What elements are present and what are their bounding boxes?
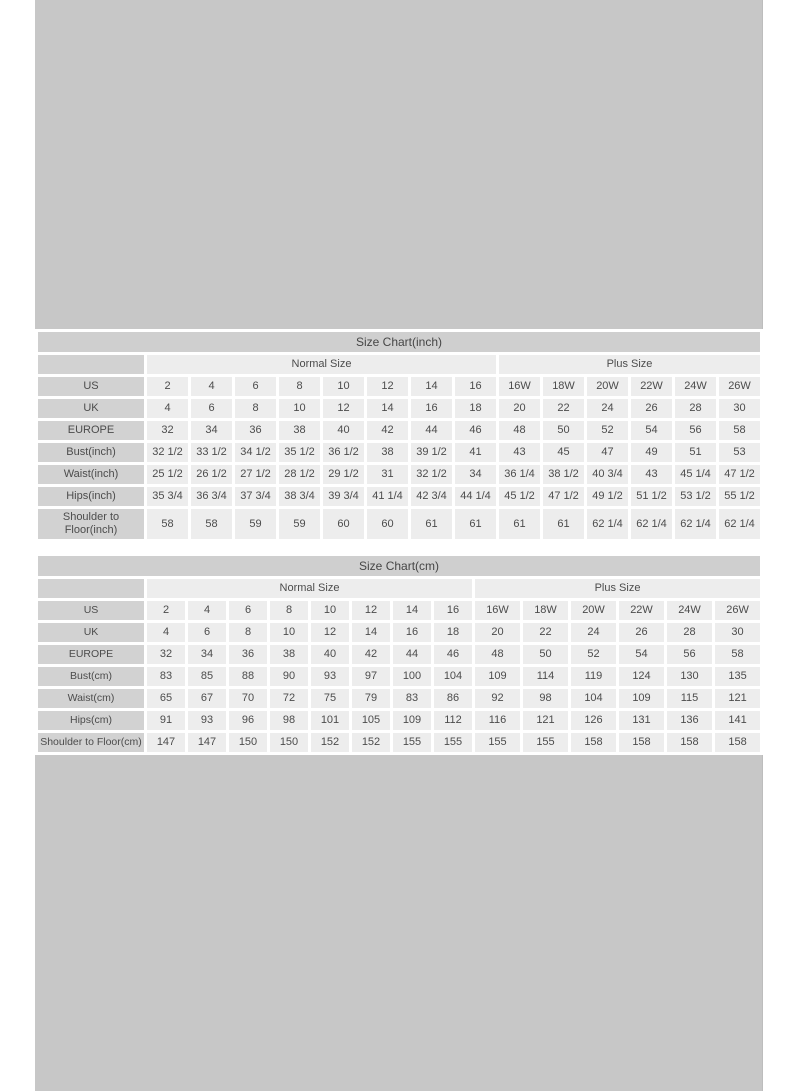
size-value-cell: 12: [323, 399, 364, 418]
size-value-cell: 124: [619, 667, 664, 686]
table-row: [38, 689, 760, 708]
size-value-cell: 58: [191, 509, 232, 539]
size-value-cell: 93: [188, 711, 226, 730]
size-value-cell: 92: [475, 689, 520, 708]
size-value-cell: 158: [571, 733, 616, 752]
size-value-cell: 131: [619, 711, 664, 730]
size-value-cell: 40: [323, 421, 364, 440]
size-value-cell: 147: [147, 733, 185, 752]
size-value-cell: 105: [352, 711, 390, 730]
size-value-cell: 126: [571, 711, 616, 730]
size-value-cell: 29 1/2: [323, 465, 364, 484]
size-value-cell: 47: [587, 443, 628, 462]
size-value-cell: 115: [667, 689, 712, 708]
size-value-cell: 32: [147, 645, 185, 664]
size-value-cell: 31: [367, 465, 408, 484]
size-value-cell: 56: [667, 645, 712, 664]
column-group-label: Plus Size: [499, 355, 760, 374]
size-value-cell: 75: [311, 689, 349, 708]
size-value-cell: 61: [455, 509, 496, 539]
size-value-cell: 54: [619, 645, 664, 664]
table-row: [38, 733, 760, 752]
size-value-cell: 20: [499, 399, 540, 418]
size-value-cell: 155: [434, 733, 472, 752]
size-value-cell: 14: [352, 623, 390, 642]
row-label: EUROPE: [38, 421, 144, 440]
size-value-cell: 58: [719, 421, 760, 440]
size-value-cell: 109: [619, 689, 664, 708]
size-value-cell: 158: [619, 733, 664, 752]
size-value-cell: 83: [147, 667, 185, 686]
size-value-cell: 10: [270, 623, 308, 642]
size-value-cell: 34: [191, 421, 232, 440]
size-value-cell: 16: [434, 601, 472, 620]
size-chart-table: [35, 329, 763, 542]
size-value-cell: 18W: [543, 377, 584, 396]
size-value-cell: 34 1/2: [235, 443, 276, 462]
size-value-cell: 104: [571, 689, 616, 708]
size-value-cell: 45: [543, 443, 584, 462]
size-value-cell: 38 3/4: [279, 487, 320, 506]
size-value-cell: 135: [715, 667, 760, 686]
size-value-cell: 4: [147, 623, 185, 642]
size-value-cell: 50: [543, 421, 584, 440]
table-title-row: [38, 332, 760, 352]
size-value-cell: 6: [188, 623, 226, 642]
size-value-cell: 16: [411, 399, 452, 418]
table-row: [38, 667, 760, 686]
size-value-cell: 22: [523, 623, 568, 642]
table-row: [38, 623, 760, 642]
size-value-cell: 10: [279, 399, 320, 418]
size-value-cell: 47 1/2: [543, 487, 584, 506]
size-value-cell: 79: [352, 689, 390, 708]
size-value-cell: 12: [311, 623, 349, 642]
size-value-cell: 43: [631, 465, 672, 484]
size-value-cell: 40: [311, 645, 349, 664]
size-value-cell: 12: [352, 601, 390, 620]
table-title-row: [38, 556, 760, 576]
size-value-cell: 48: [499, 421, 540, 440]
size-value-cell: 90: [270, 667, 308, 686]
table-row: [38, 487, 760, 506]
size-value-cell: 97: [352, 667, 390, 686]
row-label: US: [38, 377, 144, 396]
size-value-cell: 38: [270, 645, 308, 664]
size-value-cell: 101: [311, 711, 349, 730]
size-value-cell: 24W: [667, 601, 712, 620]
size-value-cell: 8: [229, 623, 267, 642]
size-value-cell: 46: [455, 421, 496, 440]
column-group-row: [38, 579, 760, 598]
size-value-cell: 155: [523, 733, 568, 752]
size-value-cell: 91: [147, 711, 185, 730]
size-value-cell: 86: [434, 689, 472, 708]
size-value-cell: 59: [279, 509, 320, 539]
size-value-cell: 155: [475, 733, 520, 752]
size-value-cell: 60: [367, 509, 408, 539]
size-value-cell: 104: [434, 667, 472, 686]
size-value-cell: 24: [587, 399, 628, 418]
table-row: [38, 377, 760, 396]
size-value-cell: 41 1/4: [367, 487, 408, 506]
size-value-cell: 41: [455, 443, 496, 462]
size-value-cell: 16: [393, 623, 431, 642]
size-value-cell: 4: [191, 377, 232, 396]
size-value-cell: 72: [270, 689, 308, 708]
size-value-cell: 100: [393, 667, 431, 686]
size-value-cell: 109: [475, 667, 520, 686]
table-row: [38, 421, 760, 440]
size-value-cell: 40 3/4: [587, 465, 628, 484]
size-value-cell: 152: [311, 733, 349, 752]
size-value-cell: 26W: [719, 377, 760, 396]
size-chart-panel: [35, 329, 763, 755]
size-value-cell: 93: [311, 667, 349, 686]
size-value-cell: 6: [191, 399, 232, 418]
size-value-cell: 26W: [715, 601, 760, 620]
size-value-cell: 45 1/4: [675, 465, 716, 484]
size-value-cell: 8: [279, 377, 320, 396]
size-value-cell: 24W: [675, 377, 716, 396]
size-value-cell: 152: [352, 733, 390, 752]
size-value-cell: 61: [543, 509, 584, 539]
size-value-cell: 38: [279, 421, 320, 440]
size-chart-title: Size Chart(cm): [38, 556, 760, 576]
size-value-cell: 45 1/2: [499, 487, 540, 506]
column-group-label: Plus Size: [475, 579, 760, 598]
size-value-cell: 22W: [619, 601, 664, 620]
size-value-cell: 16: [455, 377, 496, 396]
size-value-cell: 53: [719, 443, 760, 462]
table-row: [38, 711, 760, 730]
size-value-cell: 150: [229, 733, 267, 752]
size-value-cell: 141: [715, 711, 760, 730]
size-value-cell: 61: [499, 509, 540, 539]
size-value-cell: 30: [715, 623, 760, 642]
size-value-cell: 98: [523, 689, 568, 708]
size-value-cell: 32 1/2: [147, 443, 188, 462]
size-value-cell: 42: [352, 645, 390, 664]
size-value-cell: 32: [147, 421, 188, 440]
row-label: Waist(cm): [38, 689, 144, 708]
size-value-cell: 8: [235, 399, 276, 418]
row-label: Shoulder to Floor(inch): [38, 509, 144, 539]
size-value-cell: 158: [715, 733, 760, 752]
size-value-cell: 39 3/4: [323, 487, 364, 506]
size-value-cell: 70: [229, 689, 267, 708]
size-value-cell: 28 1/2: [279, 465, 320, 484]
size-value-cell: 147: [188, 733, 226, 752]
size-value-cell: 58: [147, 509, 188, 539]
size-value-cell: 14: [393, 601, 431, 620]
size-value-cell: 42: [367, 421, 408, 440]
size-value-cell: 16W: [475, 601, 520, 620]
size-chart-table: [35, 553, 763, 755]
table-row: [38, 465, 760, 484]
size-value-cell: 26: [619, 623, 664, 642]
size-value-cell: 37 3/4: [235, 487, 276, 506]
size-value-cell: 43: [499, 443, 540, 462]
size-value-cell: 36: [235, 421, 276, 440]
size-value-cell: 114: [523, 667, 568, 686]
size-value-cell: 58: [715, 645, 760, 664]
size-value-cell: 61: [411, 509, 452, 539]
size-value-cell: 22W: [631, 377, 672, 396]
row-label: Waist(inch): [38, 465, 144, 484]
column-group-label: Normal Size: [147, 579, 472, 598]
size-value-cell: 20W: [571, 601, 616, 620]
size-value-cell: 88: [229, 667, 267, 686]
size-value-cell: 62 1/4: [719, 509, 760, 539]
size-value-cell: 98: [270, 711, 308, 730]
size-value-cell: 121: [715, 689, 760, 708]
size-chart-title: Size Chart(inch): [38, 332, 760, 352]
size-value-cell: 2: [147, 601, 185, 620]
size-value-cell: 62 1/4: [587, 509, 628, 539]
size-value-cell: 33 1/2: [191, 443, 232, 462]
size-value-cell: 158: [667, 733, 712, 752]
size-value-cell: 83: [393, 689, 431, 708]
size-value-cell: 14: [367, 399, 408, 418]
size-value-cell: 6: [229, 601, 267, 620]
table-row: [38, 601, 760, 620]
size-value-cell: 65: [147, 689, 185, 708]
size-value-cell: 38 1/2: [543, 465, 584, 484]
table-row: [38, 399, 760, 418]
size-value-cell: 34: [188, 645, 226, 664]
size-value-cell: 26 1/2: [191, 465, 232, 484]
size-value-cell: 4: [147, 399, 188, 418]
size-value-cell: 36 1/2: [323, 443, 364, 462]
size-value-cell: 44: [393, 645, 431, 664]
size-value-cell: 35 1/2: [279, 443, 320, 462]
size-value-cell: 34: [455, 465, 496, 484]
row-label: Bust(cm): [38, 667, 144, 686]
corner-cell: [38, 579, 144, 598]
size-value-cell: 20: [475, 623, 520, 642]
size-value-cell: 20W: [587, 377, 628, 396]
size-value-cell: 136: [667, 711, 712, 730]
size-value-cell: 10: [323, 377, 364, 396]
size-value-cell: 44: [411, 421, 452, 440]
size-value-cell: 16W: [499, 377, 540, 396]
size-chart-cm-table: [35, 553, 763, 755]
row-label: UK: [38, 623, 144, 642]
size-value-cell: 62 1/4: [631, 509, 672, 539]
size-value-cell: 39 1/2: [411, 443, 452, 462]
column-group-label: Normal Size: [147, 355, 496, 374]
size-value-cell: 54: [631, 421, 672, 440]
row-label: Shoulder to Floor(cm): [38, 733, 144, 752]
size-value-cell: 59: [235, 509, 276, 539]
size-value-cell: 60: [323, 509, 364, 539]
size-value-cell: 27 1/2: [235, 465, 276, 484]
size-value-cell: 56: [675, 421, 716, 440]
size-value-cell: 109: [393, 711, 431, 730]
size-value-cell: 121: [523, 711, 568, 730]
size-value-cell: 155: [393, 733, 431, 752]
size-value-cell: 22: [543, 399, 584, 418]
size-value-cell: 55 1/2: [719, 487, 760, 506]
size-value-cell: 85: [188, 667, 226, 686]
size-value-cell: 24: [571, 623, 616, 642]
size-value-cell: 130: [667, 667, 712, 686]
size-value-cell: 46: [434, 645, 472, 664]
row-label: Hips(cm): [38, 711, 144, 730]
size-value-cell: 42 3/4: [411, 487, 452, 506]
size-value-cell: 32 1/2: [411, 465, 452, 484]
row-label: EUROPE: [38, 645, 144, 664]
size-value-cell: 18W: [523, 601, 568, 620]
size-value-cell: 49 1/2: [587, 487, 628, 506]
size-value-cell: 49: [631, 443, 672, 462]
size-value-cell: 14: [411, 377, 452, 396]
size-value-cell: 6: [235, 377, 276, 396]
size-value-cell: 52: [587, 421, 628, 440]
size-value-cell: 38: [367, 443, 408, 462]
size-value-cell: 28: [675, 399, 716, 418]
size-value-cell: 18: [434, 623, 472, 642]
size-value-cell: 51 1/2: [631, 487, 672, 506]
size-value-cell: 26: [631, 399, 672, 418]
size-chart-inch-table: [35, 329, 763, 542]
size-value-cell: 116: [475, 711, 520, 730]
size-value-cell: 2: [147, 377, 188, 396]
row-label: UK: [38, 399, 144, 418]
size-value-cell: 47 1/2: [719, 465, 760, 484]
size-value-cell: 30: [719, 399, 760, 418]
size-value-cell: 12: [367, 377, 408, 396]
corner-cell: [38, 355, 144, 374]
size-value-cell: 119: [571, 667, 616, 686]
size-value-cell: 50: [523, 645, 568, 664]
size-value-cell: 96: [229, 711, 267, 730]
size-value-cell: 18: [455, 399, 496, 418]
column-group-row: [38, 355, 760, 374]
size-value-cell: 150: [270, 733, 308, 752]
row-label: US: [38, 601, 144, 620]
size-value-cell: 25 1/2: [147, 465, 188, 484]
size-value-cell: 52: [571, 645, 616, 664]
size-value-cell: 44 1/4: [455, 487, 496, 506]
size-value-cell: 35 3/4: [147, 487, 188, 506]
table-row: [38, 443, 760, 462]
size-value-cell: 8: [270, 601, 308, 620]
size-value-cell: 4: [188, 601, 226, 620]
size-value-cell: 36 3/4: [191, 487, 232, 506]
page-background-band: [35, 0, 763, 1091]
table-row: [38, 509, 760, 539]
size-value-cell: 48: [475, 645, 520, 664]
size-value-cell: 53 1/2: [675, 487, 716, 506]
size-value-cell: 51: [675, 443, 716, 462]
row-label: Bust(inch): [38, 443, 144, 462]
size-value-cell: 36: [229, 645, 267, 664]
size-value-cell: 10: [311, 601, 349, 620]
row-label: Hips(inch): [38, 487, 144, 506]
table-row: [38, 645, 760, 664]
size-value-cell: 28: [667, 623, 712, 642]
size-value-cell: 62 1/4: [675, 509, 716, 539]
size-value-cell: 112: [434, 711, 472, 730]
size-value-cell: 36 1/4: [499, 465, 540, 484]
size-value-cell: 67: [188, 689, 226, 708]
